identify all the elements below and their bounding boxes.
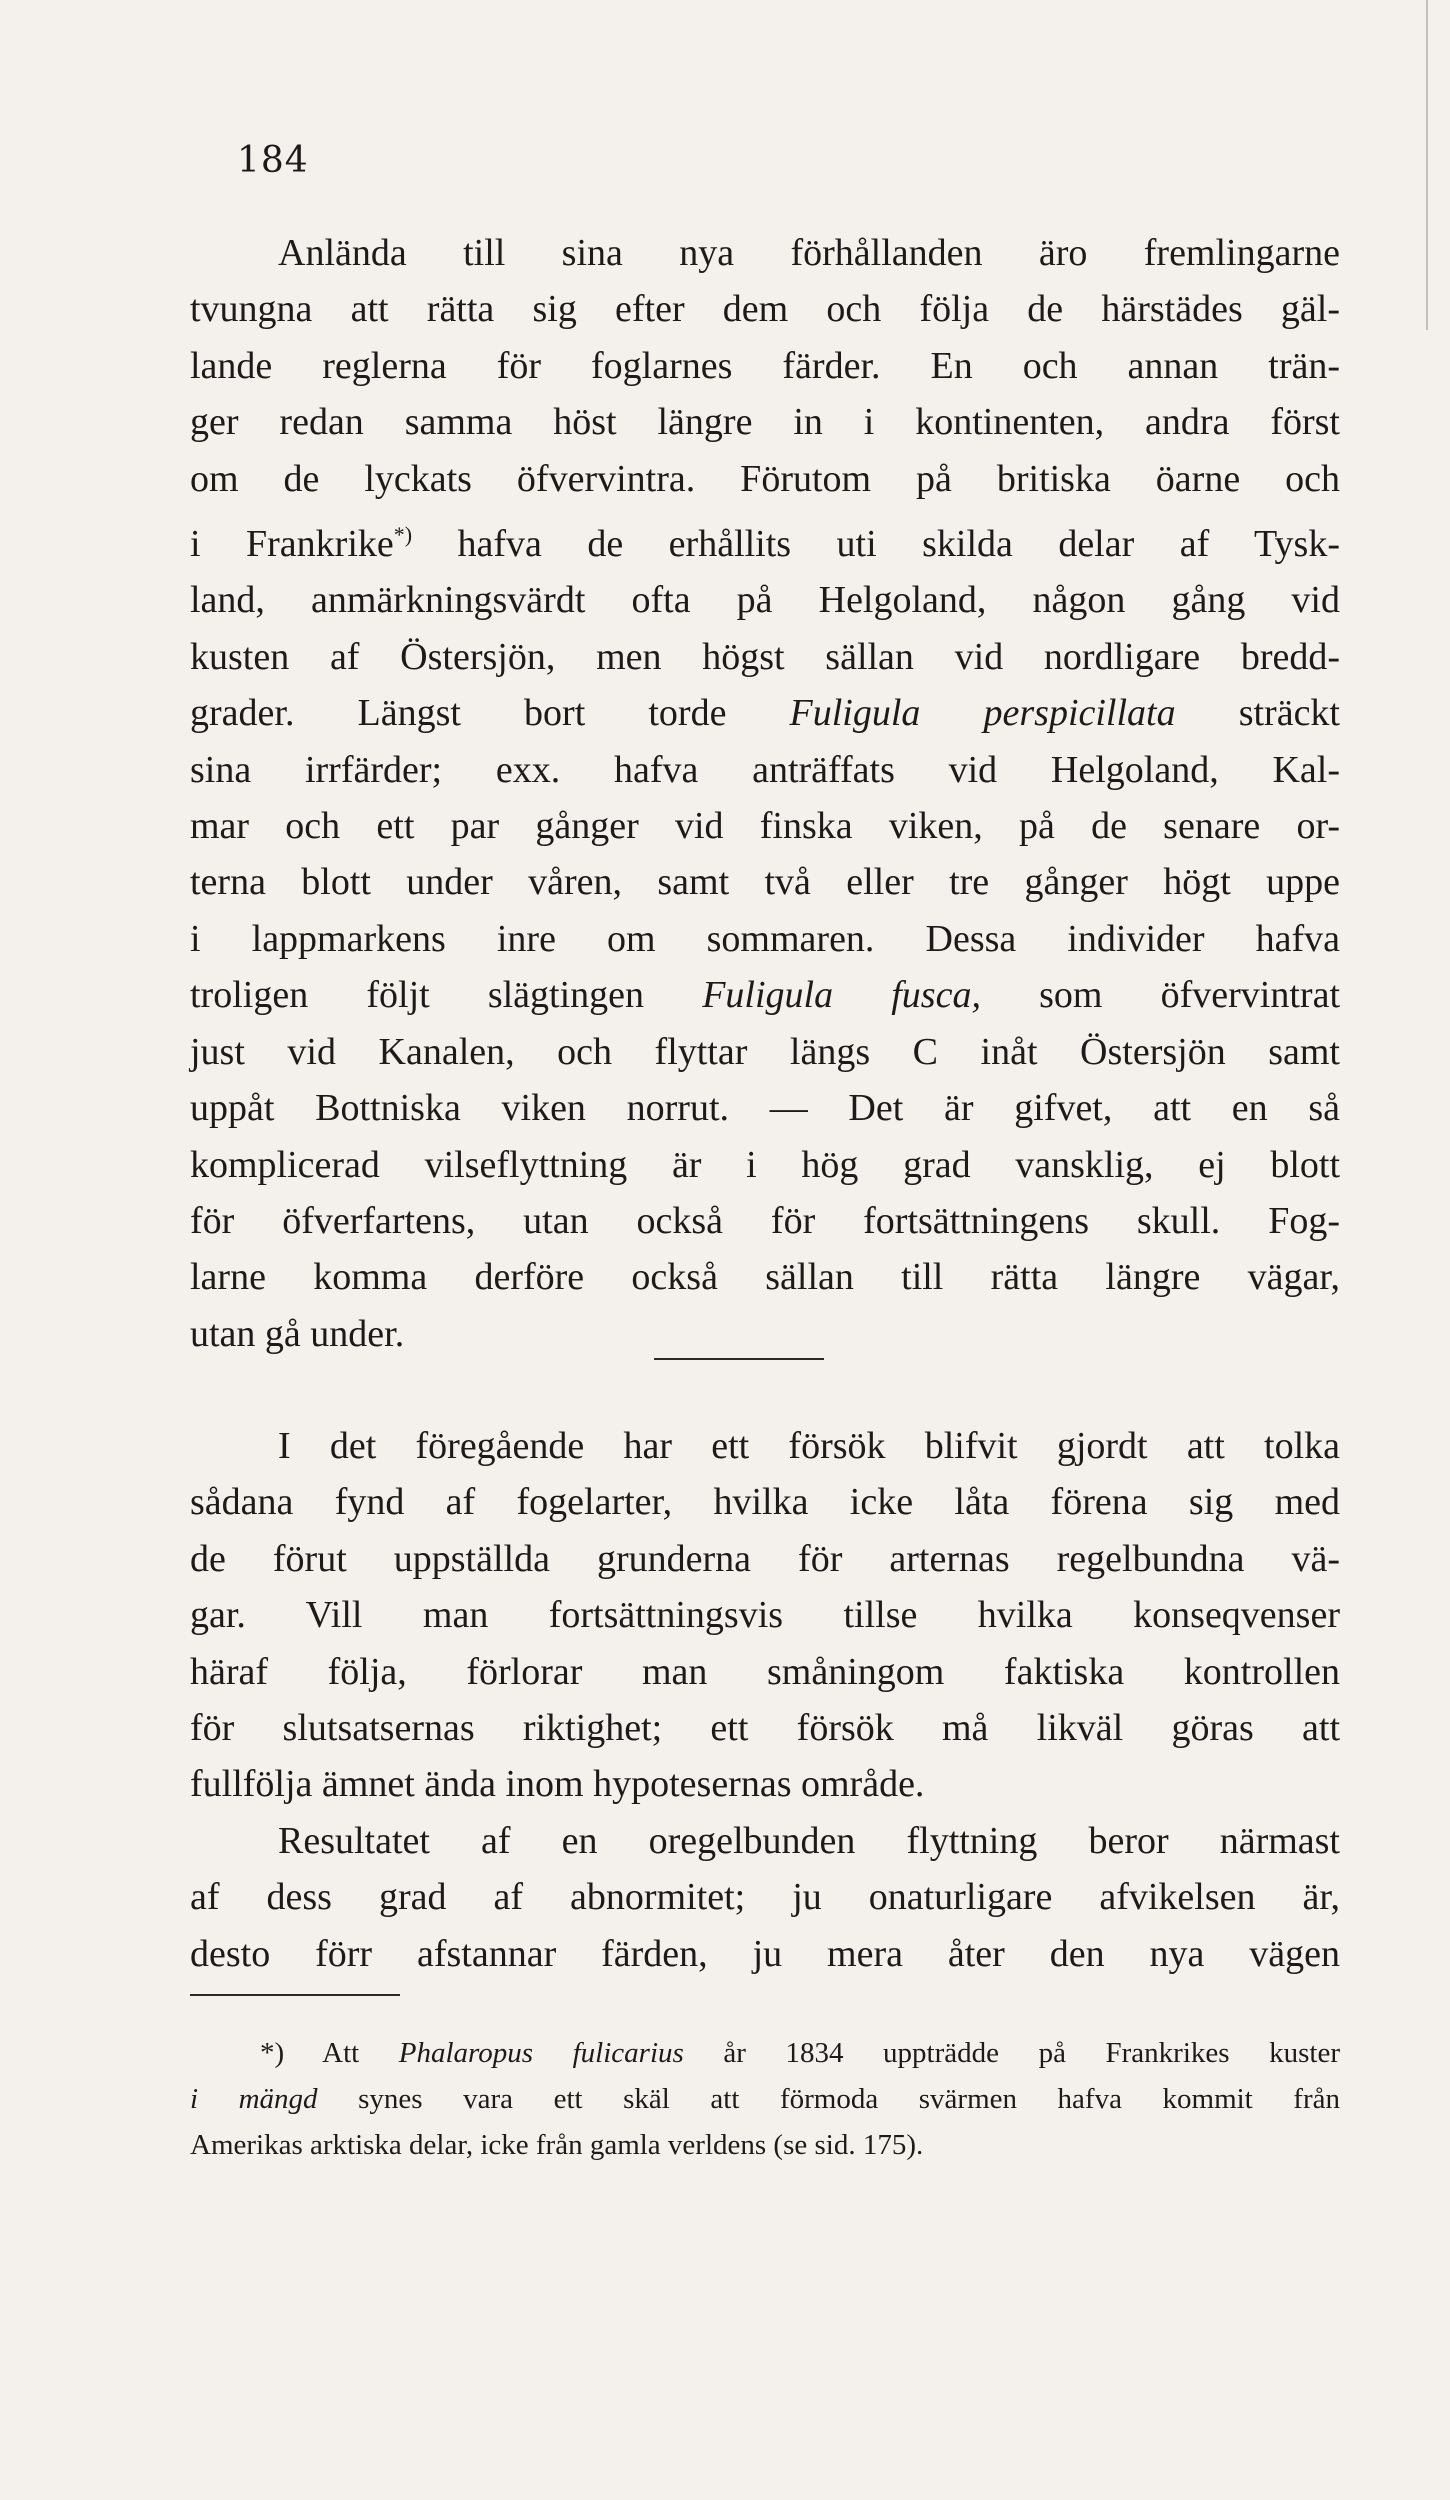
footnote-marker: *) [260, 2037, 285, 2069]
text-line: häraf följa, förlorar man småningom faktiska kontrollen [190, 1650, 1340, 1693]
text-line: kusten af Östersjön, men högst sällan vid nordligare bredd- [190, 635, 1340, 678]
text-line: för öfverfartens, utan också för fortsättningens skull. Fog- [190, 1199, 1340, 1242]
page-number: 184 [237, 140, 309, 181]
text-line: land, anmärkningsvärdt ofta på Helgoland, någon gång vid [190, 579, 1340, 622]
footnote-reference: *) [393, 522, 413, 548]
section-divider [654, 1358, 824, 1360]
footnote-line: *) Att Phalaropus fulicarius år 1834 uppträdde på Frankrikes kuster [260, 2037, 1340, 2069]
text-line: grader. Längst bort torde Fuligula perspicillata sträckt [190, 692, 1340, 735]
text-line: desto förr afstannar färden, ju mera åter den nya vägen [190, 1932, 1340, 1975]
text-line: terna blott under våren, samt två eller tre gånger högt uppe [190, 861, 1340, 904]
footnote [190, 2030, 1340, 2168]
footnote-line: Amerikas arktiska delar, icke från gamla verldens (se sid. 175). [190, 2129, 924, 2161]
text-line: lande reglerna för foglarnes färder. En och annan trän- [190, 344, 1340, 387]
text-line: sådana fynd af fogelarter, hvilka icke låta förena sig med [190, 1481, 1340, 1524]
text-line: I det föregående har ett försök blifvit gjordt att tolka [278, 1425, 1340, 1467]
text-line: i lappmarkens inre om sommaren. Dessa individer hafva [190, 917, 1340, 960]
page-edge-shadow [1426, 0, 1450, 330]
text-line: de förut uppställda grunderna för arternas regelbundna vä- [190, 1537, 1340, 1580]
main-paragraph [190, 225, 1340, 1362]
text-line: troligen följt slägtingen Fuligula fusca, som öfvervintrat [190, 974, 1341, 1017]
second-section [190, 1418, 1340, 1982]
text-line: Resultatet af en oregelbunden flyttning beror närmast [278, 1819, 1340, 1862]
species-name: Fuligula fusca, [702, 974, 981, 1017]
text-line: mar och ett par gånger vid finska viken, på de senare or- [190, 805, 1340, 848]
text-line: tvungna att rätta sig efter dem och följa de härstädes gäl- [190, 288, 1340, 331]
species-name: Phalaropus fulicarius [398, 2037, 684, 2069]
text-line: utan gå under. [190, 1312, 405, 1355]
text-line: i Frankrike*) hafva de erhållits uti skilda delar af Tysk- [190, 522, 1340, 566]
text-line: komplicerad vilseflyttning är i hög grad vansklig, ej blott [190, 1143, 1340, 1186]
text-line: Anlända till sina nya förhållanden äro fremlingarne [278, 232, 1340, 274]
text-line: larne komma derföre också sällan till rätta längre vägar, [190, 1256, 1340, 1299]
text-line: sina irrfärder; exx. hafva anträffats vid Helgoland, Kal- [190, 748, 1340, 791]
text-line: för slutsatsernas riktighet; ett försök må likväl göras att [190, 1707, 1340, 1750]
text-line: uppåt Bottniska viken norrut. — Det är gifvet, att en så [190, 1087, 1340, 1130]
species-name: Fuligula perspicillata [789, 692, 1176, 735]
text-line: just vid Kanalen, och flyttar längs C inåt Östersjön samt [190, 1030, 1340, 1073]
text-line: fullfölja ämnet ända inom hypotesernas område. [190, 1763, 925, 1806]
text-line: af dess grad af abnormitet; ju onaturligare afvikelsen är, [190, 1876, 1340, 1919]
footnote-divider [190, 1994, 400, 1996]
text-line: ger redan samma höst längre in i kontinenten, andra först [190, 401, 1340, 444]
footnote-line: i mängd synes vara ett skäl att förmoda svärmen hafva kommit från [190, 2083, 1340, 2115]
text-line: om de lyckats öfvervintra. Förutom på britiska öarne och [190, 457, 1340, 500]
text-line: gar. Vill man fortsättningsvis tillse hvilka konseqvenser [190, 1594, 1340, 1637]
